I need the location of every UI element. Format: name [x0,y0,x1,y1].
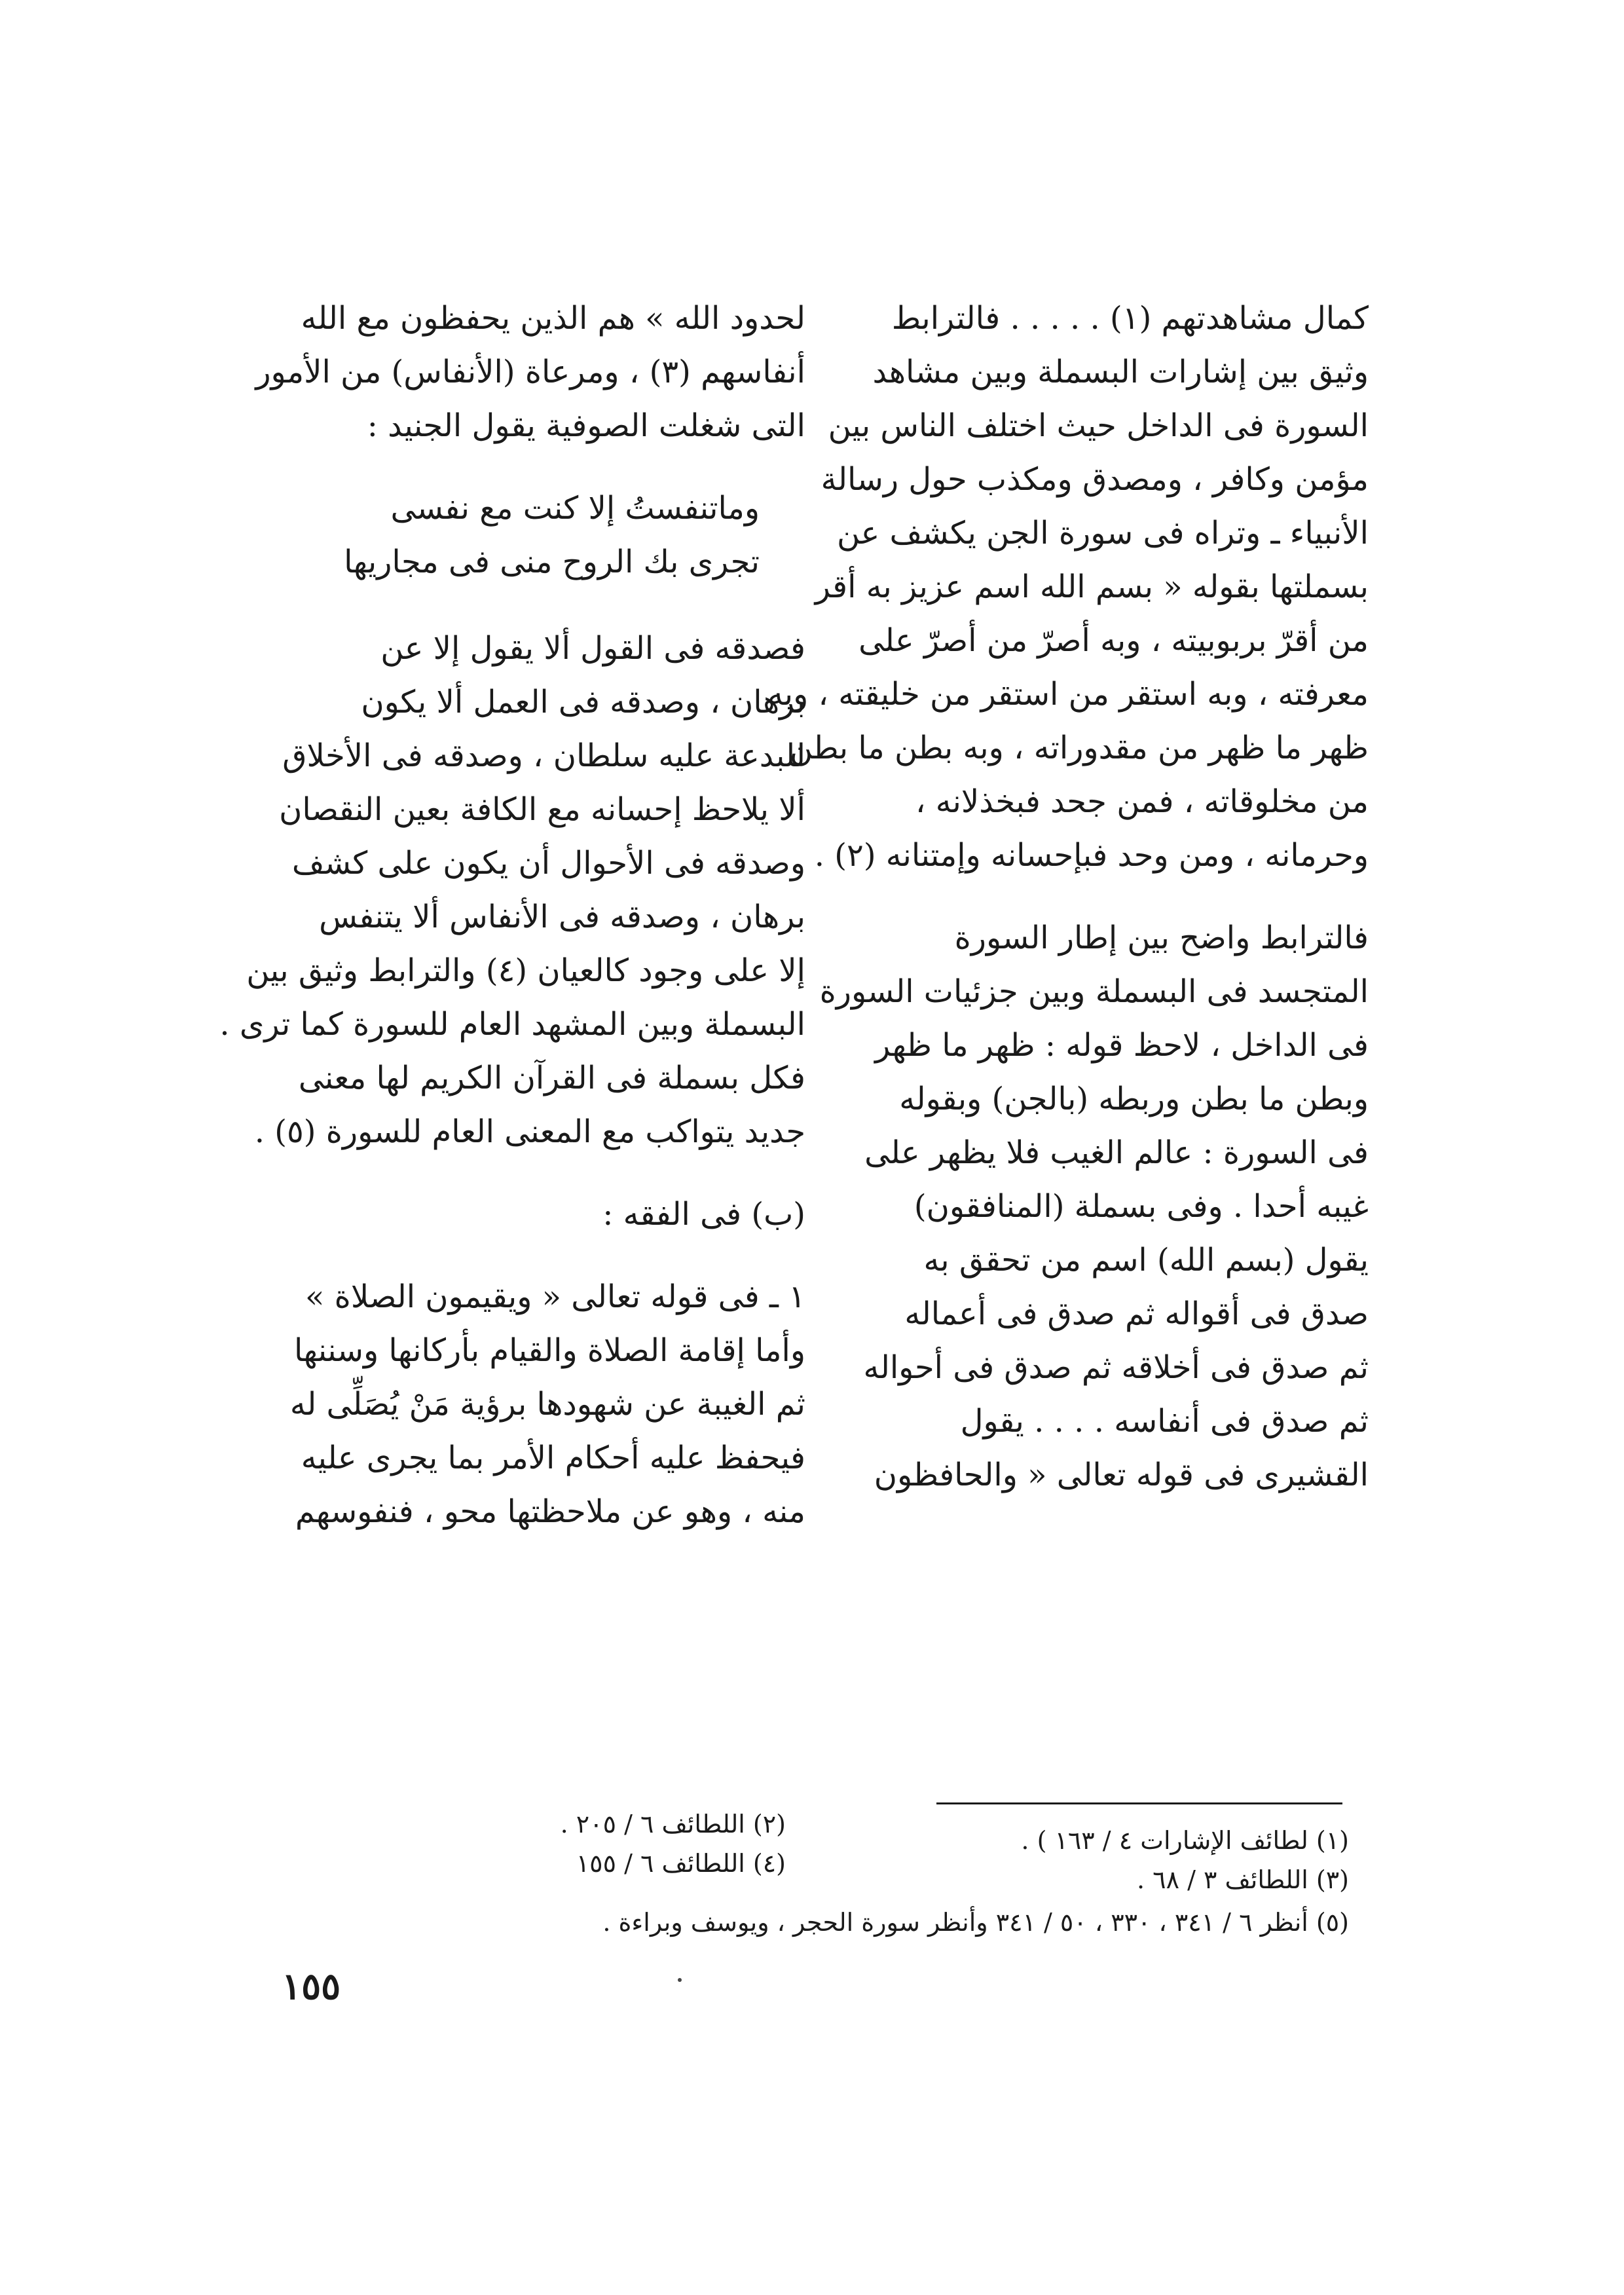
text-line: وحرمانه ، ومن وحد فبإحسانه وإمتنانه (٢) . [814,837,1369,874]
text-line: منه ، وهو عن ملاحظتها محو ، فنفوسهم [295,1493,805,1530]
text-line: فيحفظ عليه أحكام الأمر بما يجرى عليه [301,1440,805,1476]
text-line: بسملتها بقوله « بسم الله اسم عزيز به أقر [815,569,1369,605]
text-line: المتجسد فى البسملة وبين جزئيات السورة [819,973,1369,1010]
footnote-2: (٢) اللطائف ٦ / ٢٠٥ . [560,1810,786,1838]
footnote-5: (٥) أنظر ٦ / ٣٤١ ، ٣٣٠ ، ٥٠ / ٣٤١ وأنظر سورة الحجر ، ويوسف وبراءة . [602,1908,1349,1937]
text-line: فكل بسملة فى القرآن الكريم لها معنى [298,1060,805,1096]
text-line: يقول (بسم الله) اسم من تحقق به [923,1242,1369,1278]
footnote-divider [936,1802,1342,1804]
text-line: برهان ، وصدقه فى العمل ألا يكون [361,684,805,720]
text-line: فى السورة : عالم الغيب فلا يظهر على [864,1134,1369,1171]
text-line: مؤمن وكافر ، ومصدق ومكذب حول رسالة [821,461,1369,498]
section-heading: (ب) فى الفقه : [602,1196,805,1233]
text-line: لحدود الله » هم الذين يحفظون مع الله [301,300,805,337]
text-line: وصدقه فى الأحوال أن يكون على كشف [291,845,805,882]
poem-line: وماتنفستُ إلا كنت مع نفسى [390,490,760,527]
right-paragraph-2 [819,911,1369,1502]
text-line: البسملة وبين المشهد العام للسورة كما ترى . [219,1006,805,1043]
text-line: صدق فى أقواله ثم صدق فى أعماله [904,1296,1369,1332]
left-paragraph-3 [282,1270,805,1539]
text-line: ثم صدق فى أنفاسه . . . . يقول [960,1403,1369,1440]
print-speck [678,1978,682,1982]
text-line: القشيرى فى قوله تعالى « والحافظون [874,1457,1369,1493]
text-line: ظهر ما ظهر من مقدوراته ، وبه بطن ما بطن [789,730,1369,766]
left-paragraph-2 [219,622,805,1159]
text-line: من مخلوقاته ، فمن جحد فبخذلانه ، [915,783,1369,820]
text-line: ١ ـ فى قوله تعالى « ويقيمون الصلاة » [305,1278,805,1315]
footnote-4: (٤) اللطائف ٦ / ١٥٥ [576,1849,786,1878]
text-line: وبطن ما بطن وربطه (بالجن) وبقوله [899,1081,1369,1117]
text-line: من أقرّ بربوبيته ، وبه أصرّ من أصرّ على [858,622,1369,659]
left-paragraph-1 [255,291,805,453]
text-line: ثم الغيبة عن شهودها برؤية مَنْ يُصَلِّى له [289,1386,805,1423]
text-line: وثيق بين إشارات البسملة وبين مشاهد [872,354,1369,390]
text-line: فى الداخل ، لاحظ قوله : ظهر ما ظهر [875,1027,1369,1064]
footnote-3: (٣) اللطائف ٣ / ٦٨ . [1136,1865,1349,1894]
footnote-1: (١) لطائف الإشارات ٤ / ١٦٣ ) . [1021,1826,1349,1855]
text-line: فصدقه فى القول ألا يقول إلا عن [380,630,805,667]
section-heading-block [282,1187,805,1241]
text-line: الأنبياء ـ وتراه فى سورة الجن يكشف عن [837,515,1369,551]
text-line: جديد يتواكب مع المعنى العام للسورة (٥) . [254,1113,805,1150]
text-line: وأما إقامة الصلاة والقيام بأركانها وسننها [294,1332,805,1369]
text-line: التى شغلت الصوفية يقول الجنيد : [367,407,805,444]
text-line: غيبه أحدا . وفى بسملة (المنافقون) [913,1188,1369,1225]
text-line: ألا يلاحظ إحسانه مع الكافة بعين النقصان [279,791,805,828]
text-line: معرفته ، وبه استقر من استقر من خليقته ، وبه [767,676,1369,713]
right-paragraph-1 [767,291,1369,882]
right-column [767,291,1369,1531]
text-line: السورة فى الداخل حيث اختلف الناس بين [828,407,1369,444]
text-line: ثم صدق فى أخلاقه ثم صدق فى أحواله [863,1349,1369,1386]
text-line: برهان ، وصدقه فى الأنفاس ألا يتنفس [319,899,805,935]
text-line: أنفاسهم (٣) ، ومرعاة (الأنفاس) من الأمور [255,354,805,390]
text-line: للبدعة عليه سلطان ، وصدقه فى الأخلاق [282,737,805,774]
left-column [219,291,805,1567]
page-number: ١٥٥ [282,1965,341,2008]
poem-line: تجرى بك الروح منى فى مجاريها [344,544,760,580]
poem-verse [282,481,805,589]
text-line: إلا على وجود كالعيان (٤) والترابط وثيق بين [246,952,805,989]
text-line: كمال مشاهدتهم (١) . . . . . فالترابط [891,300,1369,337]
text-line: فالترابط واضح بين إطار السورة [954,920,1369,956]
